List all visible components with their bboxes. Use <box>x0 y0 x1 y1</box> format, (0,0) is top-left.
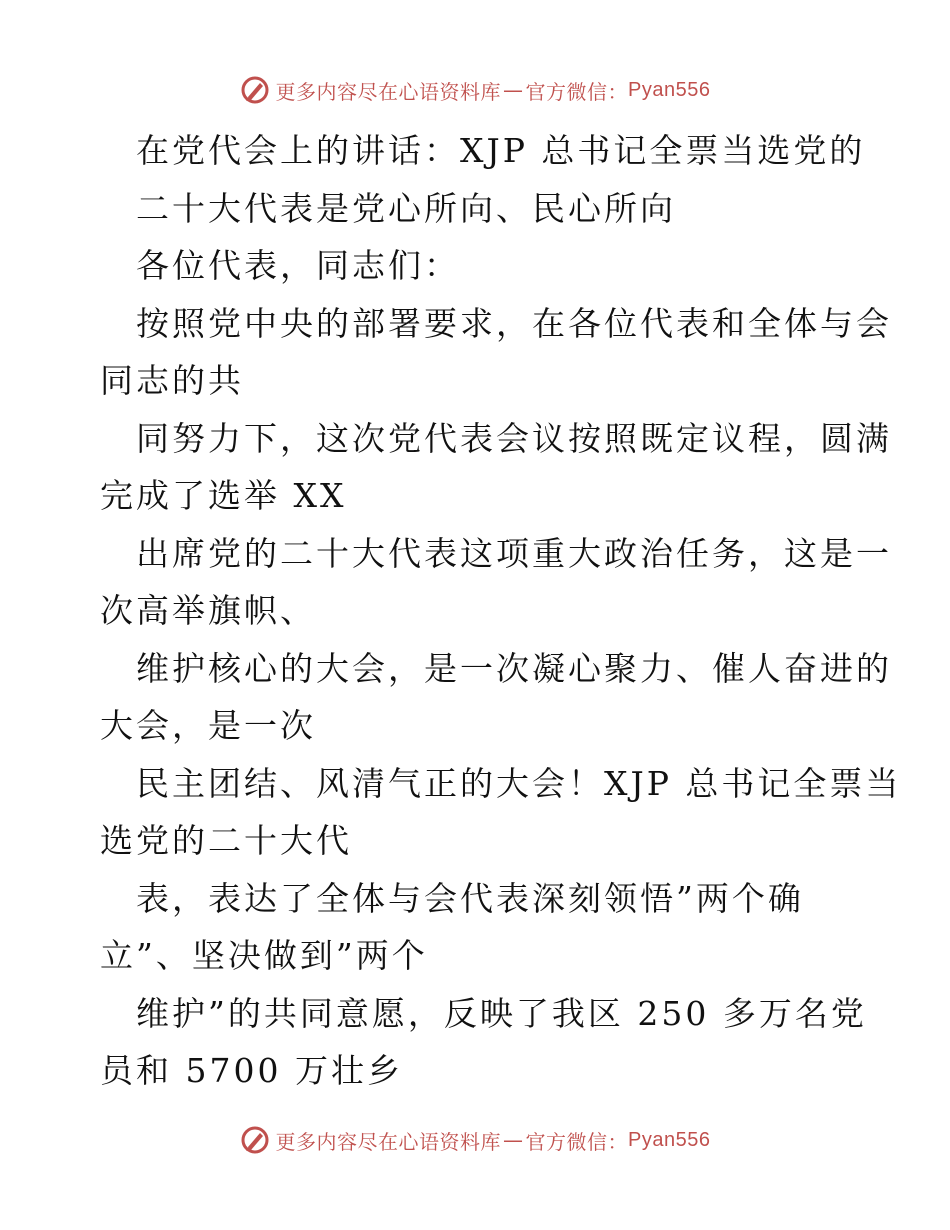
footer-separator: — <box>503 1128 524 1152</box>
document-line: 出席党的二十大代表这项重大政治任务，这是一 <box>136 533 892 573</box>
document-line: 在党代会上的讲话：XJP 总书记全票当选党的 <box>136 131 866 170</box>
document-line: 同努力下，这次党代表会议按照既定议程，圆满 <box>136 418 892 458</box>
document-line: 二十大代表是党心所向、民心所向 <box>136 188 676 228</box>
header-site-text: 更多内容尽在心语资料库 <box>275 79 502 104</box>
document-line: 选党的二十大代 <box>100 821 352 860</box>
document-line: 按照党中央的部署要求，在各位代表和全体与会 <box>136 303 892 343</box>
footer-wechat-label: 官方微信： <box>525 1129 629 1154</box>
document-line: 民主团结、风清气正的大会！XJP 总书记全票当 <box>136 763 902 803</box>
document-line: 同志的共 <box>100 361 244 400</box>
header-watermark <box>0 70 950 110</box>
footer-watermark <box>0 1120 950 1160</box>
document-line: 表，表达了全体与会代表深刻领悟”两个确 <box>136 878 804 918</box>
document-line: 立”、坚决做到”两个 <box>100 936 428 975</box>
pen-logo-icon <box>240 1125 270 1155</box>
pen-logo-icon <box>240 75 270 105</box>
document-body <box>100 122 902 1100</box>
footer-account: Pyan556 <box>628 1128 711 1151</box>
header-wechat-label: 官方微信： <box>525 79 629 104</box>
document-line: 完成了选举 XX <box>100 476 347 515</box>
document-line: 维护核心的大会，是一次凝心聚力、催人奋进的 <box>136 648 892 688</box>
document-line: 大会，是一次 <box>100 706 316 745</box>
document-line: 员和 5700 万壮乡 <box>100 1051 403 1090</box>
footer-site-text: 更多内容尽在心语资料库 <box>275 1129 502 1154</box>
document-line: 维护”的共同意愿，反映了我区 250 多万名党 <box>136 993 867 1033</box>
header-account: Pyan556 <box>628 78 711 101</box>
header-separator: — <box>503 78 524 102</box>
document-line: 各位代表，同志们： <box>136 246 460 285</box>
document-line: 次高举旗帜、 <box>100 591 316 630</box>
